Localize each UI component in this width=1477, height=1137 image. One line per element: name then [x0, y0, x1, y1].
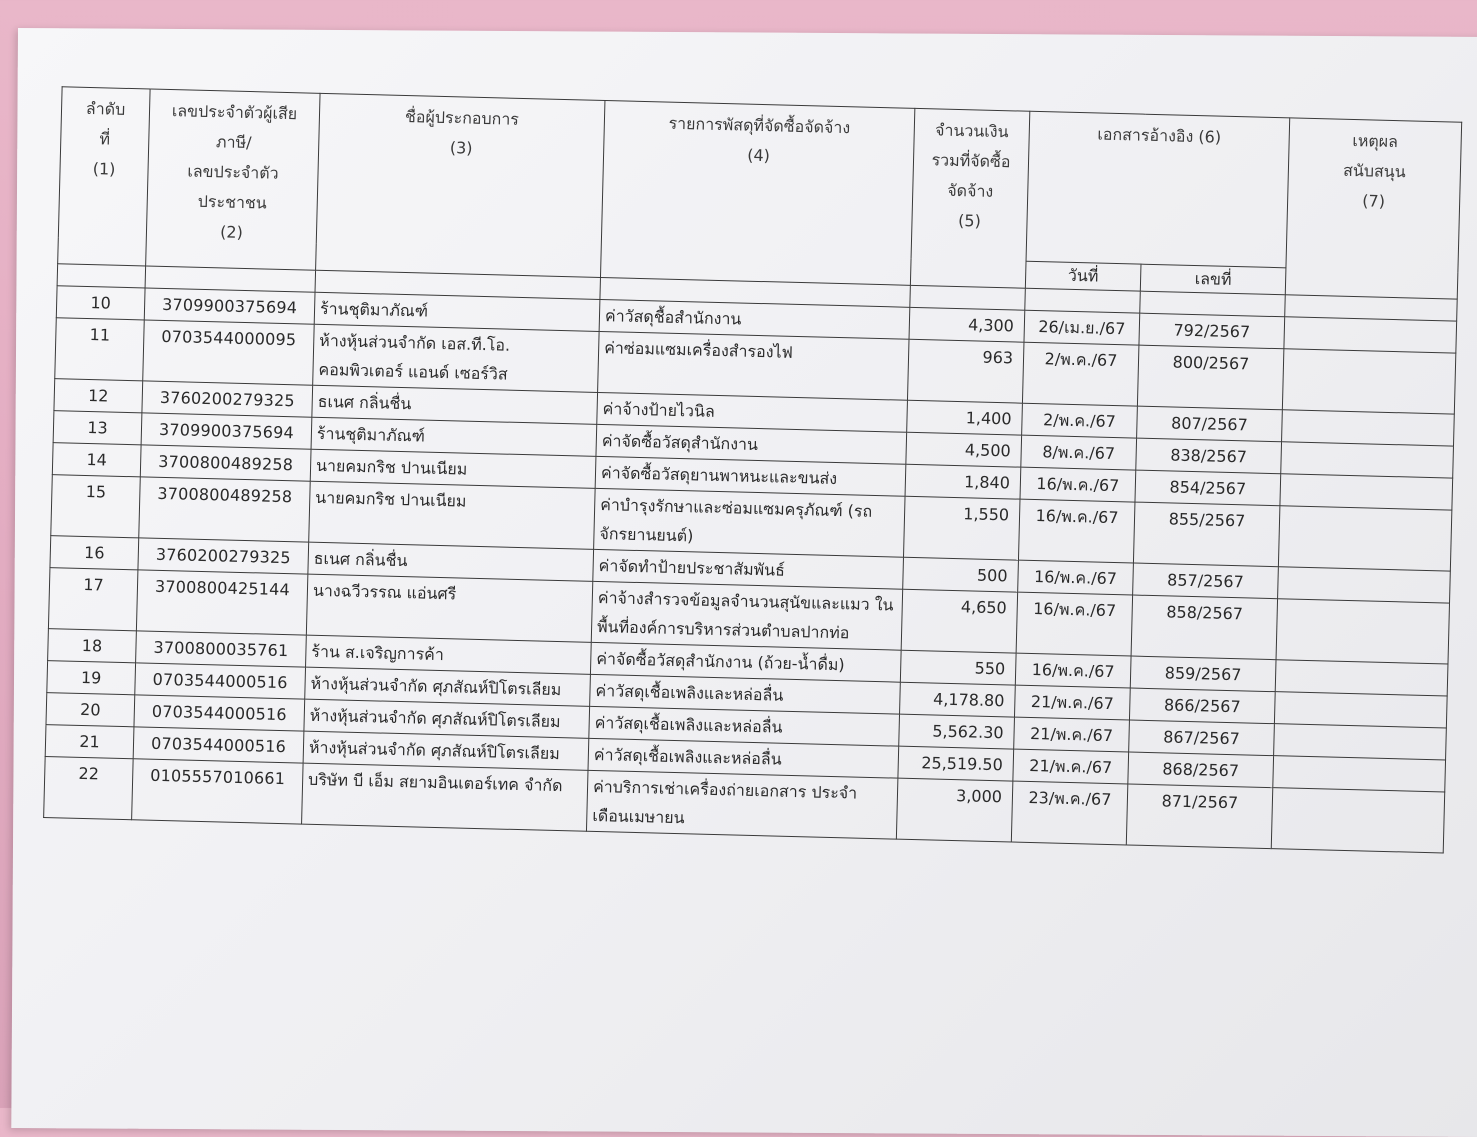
- procurement-item: ค่าวัสดุเชื้อเพลิงและหล่อลื่น: [589, 706, 900, 746]
- reference-date: 26/เม.ย./67: [1024, 310, 1140, 345]
- amount: 25,519.50: [898, 746, 1014, 781]
- header-col-7: [1285, 118, 1461, 299]
- blank-cell: [910, 285, 1026, 310]
- supporting-reason: [1274, 692, 1447, 728]
- header-col-7-line: เหตุผล: [1352, 130, 1399, 152]
- row-number: 20: [46, 693, 135, 727]
- row-number: 12: [54, 379, 143, 413]
- row-number: 10: [56, 286, 145, 320]
- row-number: 18: [48, 629, 137, 663]
- procurement-item: ค่าจัดซื้อวัสดุสำนักงาน (ถ้วย-น้ำดื่ม): [590, 642, 901, 682]
- reference-number: 857/2567: [1133, 563, 1279, 599]
- reference-number: 807/2567: [1137, 406, 1283, 442]
- tax-id: 3700800425144: [136, 570, 307, 635]
- tax-id: 3700800035761: [136, 631, 307, 667]
- procurement-item: ค่าวัสดุเชื้อเพลิงและหล่อลื่น: [588, 738, 899, 778]
- reference-number: 800/2567: [1137, 345, 1283, 410]
- amount: 1,400: [907, 400, 1023, 435]
- row-number: 16: [50, 536, 139, 570]
- supporting-reason: [1280, 474, 1453, 510]
- vendor-name: ห้างหุ้นส่วนจำกัด ศุภสัณห์ปิโตรเลียม: [304, 699, 590, 738]
- supporting-reason: [1273, 756, 1446, 792]
- reference-number: 866/2567: [1129, 688, 1275, 724]
- amount: 4,300: [909, 307, 1025, 342]
- tax-id: 0703544000095: [143, 320, 314, 385]
- reference-date: 16/พ.ค./67: [1015, 653, 1131, 688]
- amount: 1,550: [903, 496, 1020, 560]
- amount: 963: [907, 339, 1024, 403]
- header-col-3-line: (3): [449, 138, 473, 158]
- reference-date: 21/พ.ค./67: [1014, 685, 1130, 720]
- amount: 5,562.30: [899, 714, 1015, 749]
- procurement-item: ค่าวัสดุชื้อสำนักงาน: [599, 299, 910, 339]
- vendor-name: ห้างหุ้นส่วนจำกัด ศุภสัณห์ปิโตรเลียม: [305, 667, 591, 706]
- blank-cell: [1025, 288, 1141, 313]
- header-col-2-line: ประชาชน: [197, 191, 267, 213]
- header-col-5-line: จำนวนเงิน: [934, 120, 1009, 142]
- reference-number: 858/2567: [1131, 595, 1277, 660]
- reference-number: 871/2567: [1126, 784, 1272, 849]
- row-number: 15: [51, 475, 141, 538]
- header-col-6: [1026, 111, 1290, 268]
- supporting-reason: [1274, 724, 1447, 760]
- tax-id: 0105557010661: [132, 759, 303, 824]
- header-col-2-line: เลขประจำตัวผู้เสีย: [171, 101, 298, 124]
- header-col-3: [316, 93, 605, 277]
- header-row: [58, 87, 1461, 272]
- header-col-2-line: (2): [219, 222, 244, 242]
- procurement-item: ค่าจัดทำป้ายประชาสัมพันธ์: [593, 549, 904, 589]
- header-col-4: [600, 101, 914, 286]
- tax-id: 3700800489258: [140, 445, 311, 481]
- reference-number: 854/2567: [1135, 470, 1281, 506]
- vendor-name: ร้านชุติมาภัณฑ์: [311, 417, 597, 456]
- vendor-name: ธเนศ กลิ่นชื่น: [312, 385, 598, 424]
- procurement-item: ค่าจ้างป้ายไวนิล: [597, 392, 908, 432]
- blank-cell: [57, 264, 146, 288]
- header-col-2-line: ภาษี/: [215, 132, 252, 153]
- amount: 4,178.80: [900, 682, 1016, 717]
- supporting-reason: [1282, 410, 1455, 446]
- reference-number: 855/2567: [1133, 502, 1279, 567]
- header-col-4-line: (4): [747, 145, 771, 166]
- tax-id: 0703544000516: [135, 663, 306, 699]
- row-number: 17: [48, 568, 138, 631]
- procurement-item: ค่าวัสดุเชื้อเพลิงและหล่อลื่น: [590, 674, 901, 714]
- procurement-item: ค่าซ่อมแซมเครื่องสำรองไฟ: [598, 331, 909, 400]
- header-col-1-line: (1): [92, 159, 116, 179]
- tax-id: 3709900375694: [144, 288, 315, 324]
- vendor-name: ห้างหุ้นส่วนจำกัด ศุภสัณห์ปิโตรเลียม: [303, 731, 589, 770]
- supporting-reason: [1275, 660, 1448, 696]
- amount: 500: [903, 557, 1019, 592]
- reference-number: 859/2567: [1130, 656, 1276, 692]
- document-page: [11, 28, 1477, 1137]
- supporting-reason: [1271, 788, 1444, 853]
- reference-number: 792/2567: [1139, 313, 1285, 349]
- header-col-6-line: เอกสารอ้างอิง (6): [1097, 124, 1222, 147]
- tax-id: 3700800489258: [139, 477, 310, 542]
- amount: 3,000: [896, 778, 1013, 842]
- header-col-6-date: วันที่: [1025, 261, 1141, 291]
- header-col-1-line: ลำดับ: [85, 98, 126, 119]
- procurement-item: ค่าจัดซื้อวัสดุยานพาหนะและขนส่ง: [595, 456, 906, 496]
- vendor-name: บริษัท บี เอ็ม สยามอินเตอร์เทค จำกัด: [302, 763, 588, 831]
- procurement-item: ค่าจ้างสำรวจข้อมูลจำนวนสุนัขและแมว ในพื้นที่องค์การบริหารส่วนตำบลปากท่อ: [591, 581, 902, 650]
- amount: 4,500: [906, 432, 1022, 467]
- procurement-item: ค่าจัดซื้อวัสดุสำนักงาน: [596, 424, 907, 464]
- header-col-5-line: รวมที่จัดซื้อ: [931, 150, 1011, 172]
- tax-id: 3760200279325: [138, 538, 309, 574]
- header-col-2-line: เลขประจำตัว: [187, 161, 279, 183]
- reference-date: 21/พ.ค./67: [1013, 749, 1129, 784]
- vendor-name: ห้างหุ้นส่วนจำกัด เอส.ที.โอ. คอมพิวเตอร์ แอนด์ เซอร์วิส: [313, 324, 599, 392]
- reference-date: 16/พ.ค./67: [1018, 560, 1134, 595]
- row-number: 19: [47, 661, 136, 695]
- row-number: 21: [45, 725, 134, 759]
- reference-date: 2/พ.ค./67: [1022, 403, 1138, 438]
- header-col-3-line: ชื่อผู้ประกอบการ: [404, 106, 520, 129]
- reference-date: 23/พ.ค./67: [1011, 781, 1128, 845]
- vendor-name: ร้านชุติมาภัณฑ์: [314, 292, 600, 331]
- header-col-7-line: สนับสนุน: [1342, 160, 1406, 182]
- reference-date: 16/พ.ค./67: [1018, 499, 1135, 563]
- supporting-reason: [1281, 442, 1454, 478]
- row-number: 11: [55, 318, 145, 381]
- procurement-item: ค่าบริการเช่าเครื่องถ่ายเอกสาร ประจำเดือนเมษายน: [586, 770, 897, 839]
- header-col-2: [146, 89, 320, 270]
- reference-number: 868/2567: [1128, 752, 1274, 788]
- tax-id: 0703544000516: [134, 695, 305, 731]
- row-number: 14: [52, 443, 141, 477]
- header-col-5-line: จัดจ้าง: [947, 180, 994, 201]
- procurement-item: ค่าบำรุงรักษาและซ่อมแซมครุภัณฑ์ (รถจักรยานยนต์): [594, 488, 905, 557]
- tax-id: 3709900375694: [141, 413, 312, 449]
- supporting-reason: [1284, 317, 1457, 353]
- row-number: 13: [53, 411, 142, 445]
- supporting-reason: [1278, 567, 1451, 603]
- vendor-name: ธเนศ กลิ่นชื่น: [308, 542, 594, 581]
- tax-id: 3760200279325: [142, 381, 313, 417]
- header-col-4-line: รายการพัสดุที่จัดซื้อจัดจ้าง: [668, 113, 851, 138]
- procurement-table: [43, 86, 1462, 853]
- reference-number: 838/2567: [1136, 438, 1282, 474]
- reference-date: 2/พ.ค./67: [1022, 342, 1139, 406]
- header-col-1-line: ที่: [99, 129, 111, 149]
- vendor-name: นางฉวีวรรณ แอ่นศรี: [306, 574, 592, 642]
- amount: 1,840: [905, 464, 1021, 499]
- amount: 550: [900, 650, 1016, 685]
- reference-date: 21/พ.ค./67: [1014, 717, 1130, 752]
- header-col-1: [58, 87, 150, 266]
- vendor-name: นายคมกริช ปานเนียม: [310, 449, 596, 488]
- reference-number: 867/2567: [1129, 720, 1275, 756]
- reference-date: 16/พ.ค./67: [1016, 592, 1133, 656]
- row-number: 22: [44, 757, 134, 820]
- supporting-reason: [1278, 506, 1451, 571]
- reference-date: 16/พ.ค./67: [1020, 467, 1136, 502]
- header-col-6-number: เลขที่: [1140, 264, 1286, 295]
- reference-date: 8/พ.ค./67: [1021, 435, 1137, 470]
- header-col-5-line: (5): [957, 211, 982, 231]
- vendor-name: ร้าน ส.เจริญการค้า: [306, 635, 592, 674]
- header-col-7-line: (7): [1362, 191, 1386, 211]
- amount: 4,650: [901, 589, 1018, 653]
- supporting-reason: [1276, 599, 1449, 664]
- vendor-name: นายคมกริช ปานเนียม: [309, 481, 595, 549]
- header-col-5: [910, 108, 1029, 288]
- tax-id: 0703544000516: [133, 727, 304, 763]
- supporting-reason: [1282, 349, 1455, 414]
